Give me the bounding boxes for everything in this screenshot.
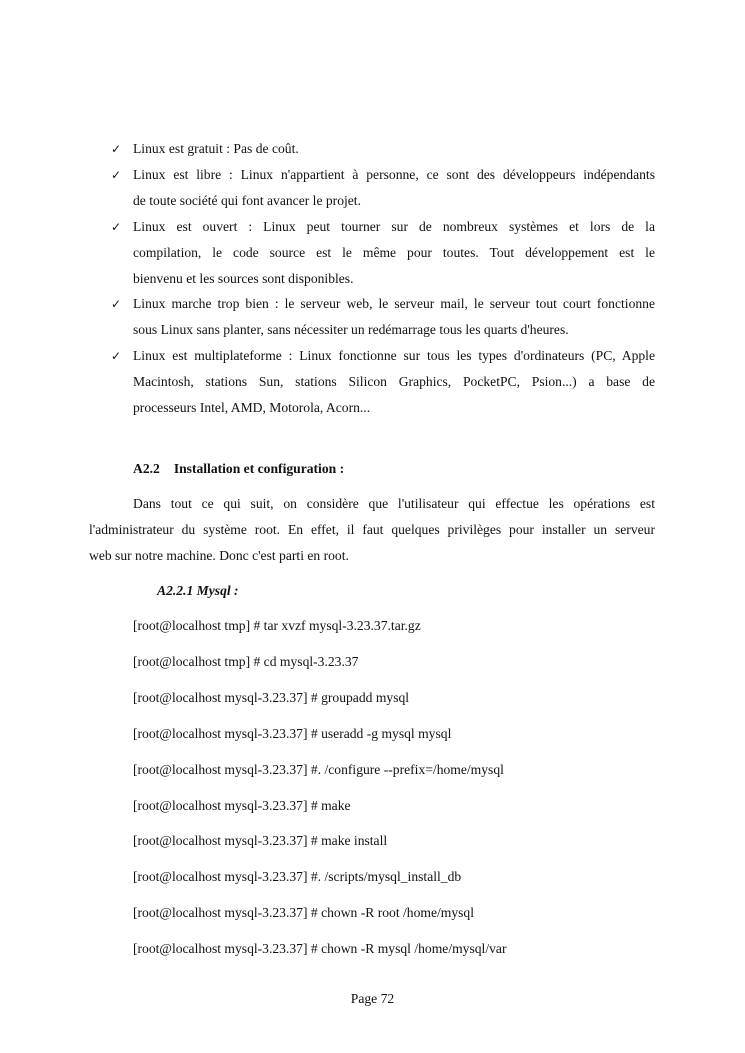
checkmark-icon: ✓ [111,349,122,364]
bullet-line: Macintosh, stations Sun, stations Silicon Graphics, PocketPC, Psion...) a base de [133,374,655,390]
bullet-line: Linux marche trop bien : le serveur web, le serveur mail, le serveur tout court fonctionne [133,296,655,312]
page-number: Page 72 [350,991,395,1006]
paragraph-line: l'administrateur du système root. En effet, il faut quelques privilèges pour installer un serveur [89,522,655,537]
bullet-line: processeurs Intel, AMD, Motorola, Acorn... [133,400,371,415]
subsection-heading: A2.2.1 Mysql : [157,583,239,598]
paragraph-line: Dans tout ce qui suit, on considère que l'utilisateur qui effectue les opérations est [133,496,655,511]
bullet-line: sous Linux sans planter, sans nécessiter un redémarrage tous les quarts d'heures. [133,322,569,338]
section-number: A2.2 [133,461,160,476]
checkmark-icon: ✓ [111,167,122,182]
bullet-line: bienvenu et les sources sont disponibles. [133,270,354,286]
command-line: [root@localhost mysql-3.23.37] # chown -R mysql /home/mysql/var [133,941,507,957]
bullet-line: Linux est libre : Linux n'appartient à personne, ce sont des développeurs indépendants [133,166,655,182]
command-line: [root@localhost mysql-3.23.37] # chown -R root /home/mysql [133,905,474,921]
checkmark-icon: ✓ [111,142,122,156]
paragraph-line: web sur notre machine. Donc c'est parti en root. [89,548,349,563]
command-line: [root@localhost mysql-3.23.37] # useradd -g mysql mysql [133,725,452,741]
bullet-line: Linux est gratuit : Pas de coût. [133,141,299,156]
command-line: [root@localhost tmp] # cd mysql-3.23.37 [133,653,359,669]
checkmark-icon: ✓ [111,219,122,234]
bullet-line: Linux est multiplateforme : Linux fonctionne sur tous les types d'ordinateurs (PC, Apple [133,348,655,364]
bullet-line: Linux est ouvert : Linux peut tourner sur de nombreux systèmes et lors de la [133,218,655,234]
bullet-line: de toute société qui font avancer le projet. [133,192,361,208]
section-heading [133,460,344,478]
command-line: [root@localhost mysql-3.23.37] # make install [133,833,388,849]
command-line: [root@localhost mysql-3.23.37] #. /configure --prefix=/home/mysql [133,761,504,777]
section-title: Installation et configuration : [173,461,345,476]
checkmark-icon: ✓ [111,297,122,312]
command-line: [root@localhost mysql-3.23.37] # groupadd mysql [133,689,410,705]
command-line: [root@localhost tmp] # tar xvzf mysql-3.23.37.tar.gz [133,618,421,633]
bullet-line: compilation, le code source est le même pour toutes. Tout développement est le [133,244,655,260]
command-line: [root@localhost mysql-3.23.37] # make [133,797,351,813]
command-line: [root@localhost mysql-3.23.37] #. /scripts/mysql_install_db [133,869,462,885]
